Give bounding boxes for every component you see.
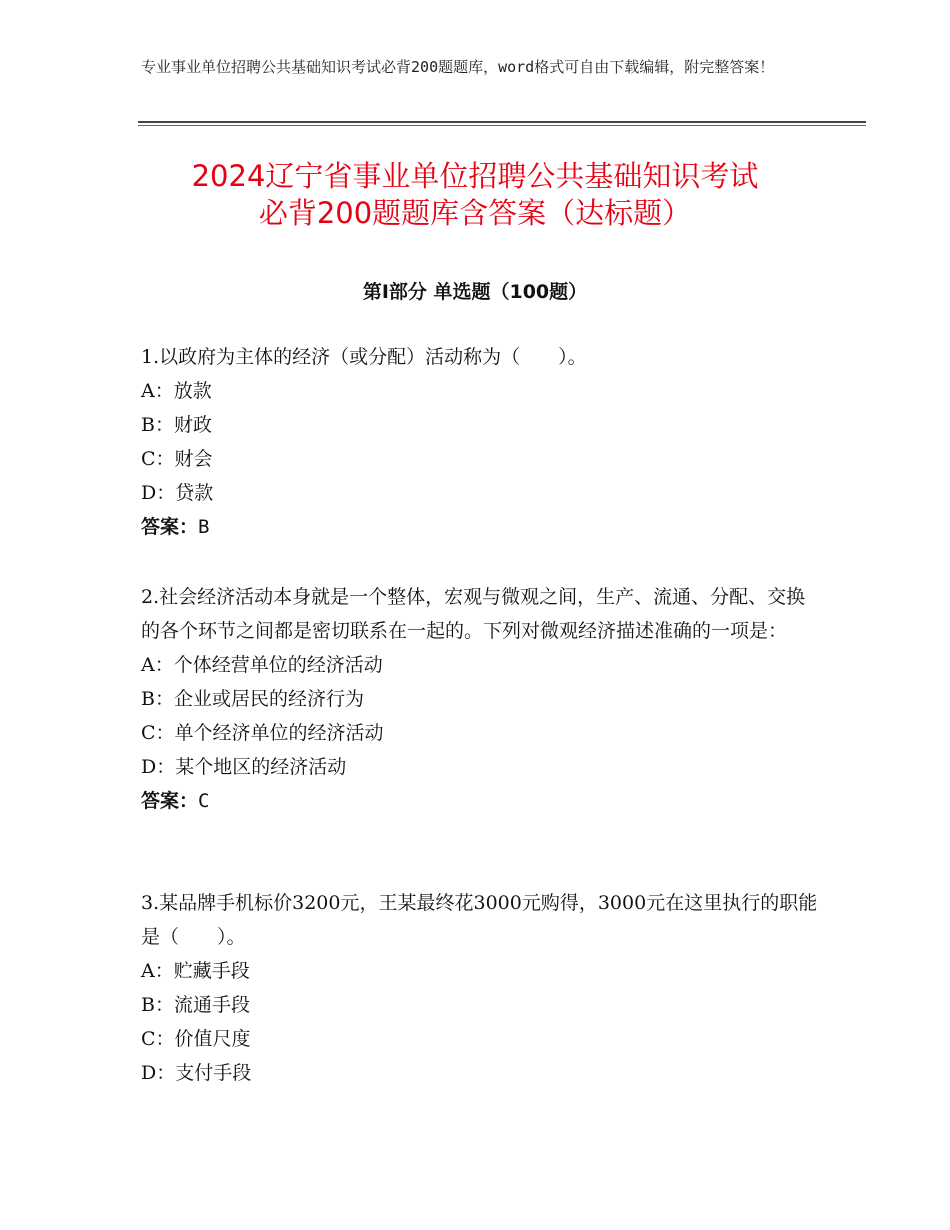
option-c: C：价值尺度 xyxy=(141,1028,251,1050)
question-stem: 2.社会经济活动本身就是一个整体，宏观与微观之间，生产、流通、分配、交换的各个环节之间都是密切联系在一起的。下列对微观经济描述准确的一项是： xyxy=(141,586,806,642)
document-title-line-2: 必背200题题库含答案（达标题） xyxy=(258,196,692,230)
option-b: B：企业或居民的经济行为 xyxy=(141,688,364,710)
option-d: D：支付手段 xyxy=(141,1062,252,1084)
question-stem: 1.以政府为主体的经济（或分配）活动称为（ ）。 xyxy=(141,346,587,368)
option-a: A：放款 xyxy=(141,380,212,402)
answer-label: 答案： xyxy=(141,516,199,538)
document-title-line-1: 2024辽宁省事业单位招聘公共基础知识考试 xyxy=(191,159,759,193)
section-title: 第Ⅰ部分 单选题（100题） xyxy=(362,281,588,303)
option-c: C：财会 xyxy=(141,448,213,470)
option-c: C：单个经济单位的经济活动 xyxy=(141,722,384,744)
option-b: B：流通手段 xyxy=(141,994,250,1016)
option-b: B：财政 xyxy=(141,414,212,436)
question-2 xyxy=(141,580,821,818)
option-a: A：贮藏手段 xyxy=(141,960,250,982)
answer-label: 答案： xyxy=(141,790,199,812)
header-note: 专业事业单位招聘公共基础知识考试必背200题题库，word格式可自由下载编辑，附完整答案！ xyxy=(141,58,775,76)
answer-line xyxy=(141,510,821,544)
option-a: A：个体经营单位的经济活动 xyxy=(141,654,383,676)
answer-value: B xyxy=(198,516,210,538)
option-d: D：贷款 xyxy=(141,482,214,504)
option-d: D：某个地区的经济活动 xyxy=(141,756,347,778)
question-stem: 3.某品牌手机标价3200元，王某最终花3000元购得，3000元在这里执行的职能是（ ）。 xyxy=(141,892,818,948)
answer-line xyxy=(141,784,821,818)
header-divider xyxy=(138,121,866,123)
answer-value: C xyxy=(198,790,210,812)
question-3 xyxy=(141,886,821,1090)
document-title xyxy=(100,158,850,232)
header-divider-thin xyxy=(138,125,866,126)
question-1 xyxy=(141,340,821,544)
